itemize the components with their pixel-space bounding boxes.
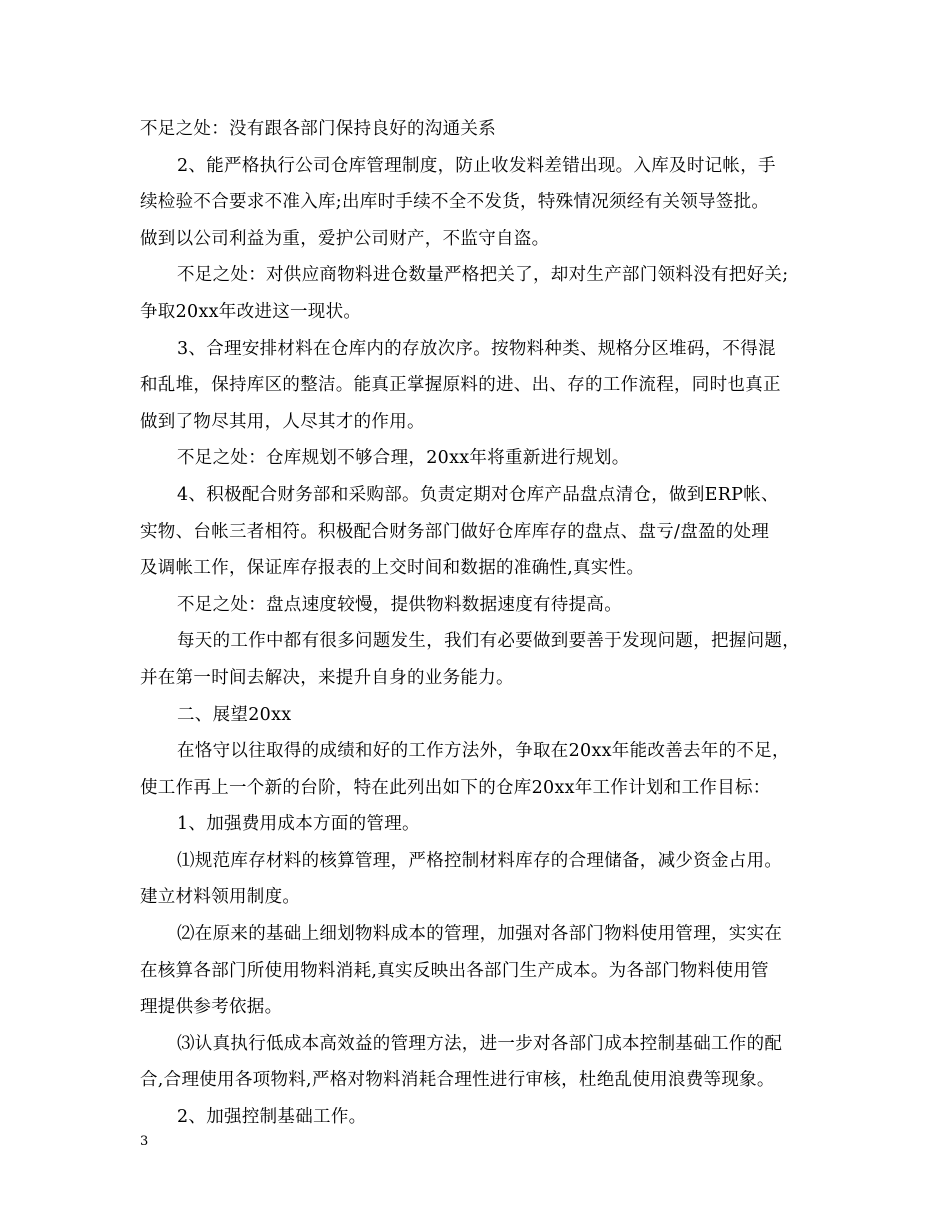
text-line: ⑴规范库存材料的核算管理，严格控制材料库存的合理储备，减少资金占用。 <box>177 850 783 871</box>
text-line: 3、合理安排材料在仓库内的存放次序。按物料种类、规格分区堆码，不得混 <box>177 338 776 359</box>
text-line: 做到了物尽其用，人尽其才的作用。 <box>140 411 425 432</box>
text-line: 2、加强控制基础工作。 <box>177 1107 367 1128</box>
text-line: 使工作再上一个新的台阶，特在此列出如下的仓库20xx年工作计划和工作目标： <box>140 777 771 798</box>
text-line: 合,合理使用各项物料,严格对物料消耗合理性进行审核，杜绝乱使用浪费等现象。 <box>140 1070 775 1091</box>
text-line: 建立材料领用制度。 <box>140 887 301 908</box>
text-line: 争取20xx年改进这一现状。 <box>140 301 362 322</box>
text-line: 每天的工作中都有很多问题发生，我们有必要做到要善于发现问题，把握问题， <box>177 631 800 652</box>
text-line: 不足之处：没有跟各部门保持良好的沟通关系 <box>140 119 496 139</box>
text-line: 实物、台帐三者相符。积极配合财务部门做好仓库库存的盘点、盘亏/盘盈的处理 <box>140 521 770 542</box>
text-line: 不足之处：对供应商物料进仓数量严格把关了，却对生产部门领料没有把好关; <box>177 265 789 286</box>
text-line: 4、积极配合财务部和采购部。负责定期对仓库产品盘点清仓，做到ERP帐、 <box>177 484 779 505</box>
text-line: 在核算各部门所使用物料消耗,真实反映出各部门生产成本。为各部门物料使用管 <box>140 960 769 981</box>
text-line: 并在第一时间去解决，来提升自身的业务能力。 <box>140 667 514 688</box>
text-line: 2、能严格执行公司仓库管理制度，防止收发料差错出现。入库及时记帐，手 <box>177 155 776 176</box>
text-line: 及调帐工作，保证库存报表的上交时间和数据的准确性,真实性。 <box>140 558 645 579</box>
document-body <box>140 111 830 1136</box>
text-line: 做到以公司利益为重，爱护公司财产，不监守自盗。 <box>140 228 550 249</box>
text-line: ⑶认真执行低成本高效益的管理方法，进一步对各部门成本控制基础工作的配 <box>177 1033 783 1054</box>
text-line: 1、加强费用成本方面的管理。 <box>177 814 420 835</box>
text-line: 理提供参考依据。 <box>140 997 283 1018</box>
text-line: 二、展望20xx <box>177 704 292 725</box>
text-line: 续检验不合要求不准入库;出库时手续不全不发货，特殊情况须经有关领导签批。 <box>140 192 770 213</box>
text-line: 不足之处：盘点速度较慢，提供物料数据速度有待提高。 <box>177 594 622 615</box>
text-line: 在恪守以往取得的成绩和好的工作方法外，争取在20xx年能改善去年的不足， <box>177 741 790 762</box>
text-line: 不足之处：仓库规划不够合理，20xx年将重新进行规划。 <box>177 448 630 469</box>
text-line: ⑵在原来的基础上细划物料成本的管理，加强对各部门物料使用管理，实实在 <box>177 924 783 945</box>
page-number: 3 <box>140 1134 149 1149</box>
text-line: 和乱堆，保持库区的整洁。能真正掌握原料的进、出、存的工作流程，同时也真正 <box>140 375 781 396</box>
